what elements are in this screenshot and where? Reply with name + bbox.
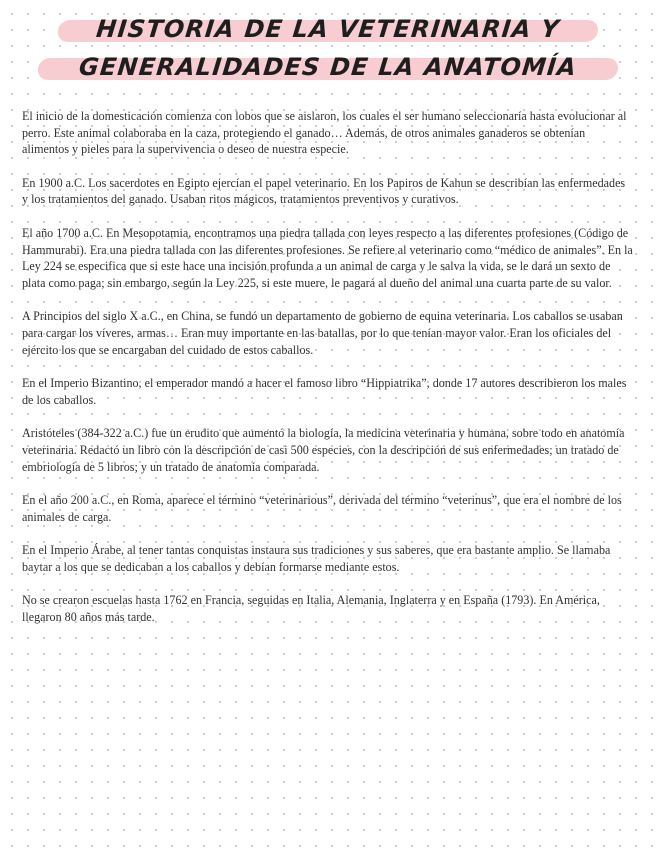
paragraph-rome: En el año 200 a.C., en Roma, aparece el término “veterinarious”, derivada del término “veterinus”, que era el nombre de los animales de carga. <box>22 493 622 524</box>
paragraph-domestication: El inicio de la domesticación comienza con lobos que se aislaron, los cuales el ser humano seleccionaría hasta evolucionar al perro. Este animal colaboraba en la caza, protegiendo el ganado… Además, de otros animales ganaderos se obtenían alimentos y pieles para la supervivencia o deseo de nuestra especie. <box>22 109 627 157</box>
document-body <box>22 108 634 643</box>
paragraph-mesopotamia: El año 1700 a.C. En Mesopotamia, encontramos una piedra tallada con leyes respecto a las diferentes profesiones (Código de Hammurabi). Era una piedra tallada con las diferentes profesiones. Se refiere al veterinario como “médico de animales”. En la Ley 224 se especifica que si este hace una incisión profunda a un animal de carga y le salva la vida, se le dará un sexto de plata como paga; sin embargo, según la Ley 225, si este muere, le pagará al dueño del animal una cuarta parte de su valor. <box>22 225 633 290</box>
title-line-2 <box>46 52 609 84</box>
paragraph-byzantine: En el Imperio Bizantino, el emperador mandó a hacer el famoso libro “Hippiatrika”, donde 17 autores describieron los males de los caballos. <box>22 376 627 407</box>
title-text-2: GENERALIDADES DE LA ANATOMÍA <box>77 53 579 81</box>
paragraph-aristotle: Aristóteles (384-322 a.C.) fue un erudito que aumentó la biología, la medicina veterinaria y humana, sobre todo en anatomía veterinaria. Redactó un libro con la descripción de casi 500 especies, con la descripción de sus enfermedades; un tratado de embriología de 5 libros; y un tratado de anatomía comparada. <box>22 426 625 474</box>
page-title <box>0 14 656 84</box>
title-text-1: HISTORIA DE LA VETERINARIA Y <box>94 15 562 43</box>
paragraph-schools: No se crearon escuelas hasta 1762 en Francia, seguidas en Italia, Alemania, Inglaterra y en España (1793). En América, llegaron 80 años más tarde. <box>22 593 600 625</box>
paragraph-china: A Principios del siglo X a.C., en China, se fundó un departamento de gobierno de equina veterinaria. Los caballos se usaban para cargar los víveres, armas… Eran muy importante en las batallas, por lo que tenían mayor valor. Eran los oficiales del ejército los que se encargaban del cuidado de estos caballos. <box>22 309 623 357</box>
paragraph-arab-empire: En el Imperio Árabe, al tener tantas conquistas instaura sus tradiciones y sus saberes, que era bastante amplio. Se llamaba baytar a los que se dedicaban a los caballos y debían formarse mediante estos. <box>22 543 611 574</box>
paragraph-egypt: En 1900 a.C. Los sacerdotes en Egipto ejercían el papel veterinario. En los Papiros de Kahun se describían las enfermedades y los tratamientos del ganado. Usaban ritos mágicos, tratamientos preventivos y curativos. <box>22 175 626 207</box>
title-line-1 <box>56 14 599 46</box>
